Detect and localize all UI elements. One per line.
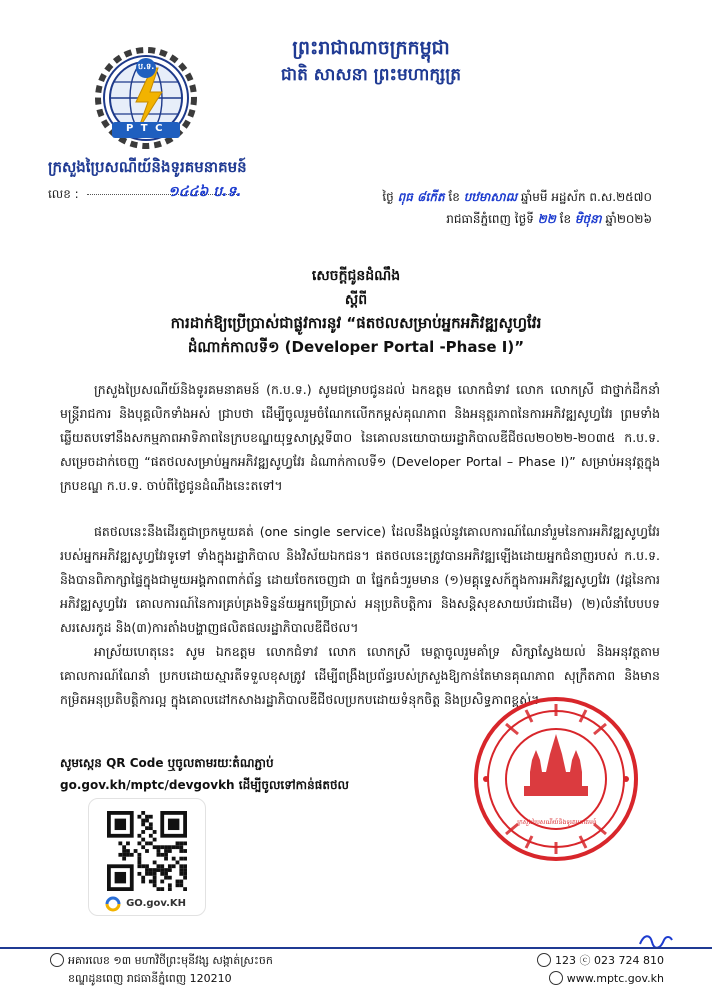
lunar-day: ពុធ ៨កើត — [397, 190, 445, 204]
official-seal-icon — [466, 694, 646, 864]
kingdom-title: ព្រះរាជាណាចក្រកម្ពុជា — [292, 37, 450, 59]
day-number: ២២ — [537, 212, 556, 226]
footer-divider — [0, 947, 712, 949]
phone-icon — [537, 953, 551, 967]
notice-subject-label: ស្តីពី — [344, 292, 368, 308]
go-gov-kh-brand: GO.gov.KH — [126, 898, 187, 909]
place-date-prefix: រាជធានីភ្នំពេញ ថ្ងៃទី — [446, 212, 534, 226]
ministry-logo — [82, 40, 210, 158]
location-pin-icon — [50, 953, 64, 967]
date-prefix: ថ្ងៃ — [382, 190, 394, 204]
notice-subject-line2: ដំណាក់កាលទី១ (Developer Portal -Phase I)” — [187, 338, 525, 356]
ministry-name: ក្រសួងប្រៃសណីយ៍និងទូរគមនាគមន៍ — [48, 158, 247, 176]
qr-instruction-line1: សូមស្កេន QR Code ឬចូលតាមរយៈតំណភ្ជាប់ — [60, 756, 274, 770]
solar-date-line — [382, 208, 652, 230]
footer-address — [50, 952, 273, 988]
month-word: ខែ — [559, 212, 572, 226]
reference-row — [48, 186, 268, 204]
lunar-date-line — [382, 186, 652, 208]
reference-number: ១៤៤៦ ប.ទ. — [168, 184, 242, 200]
notice-subject-line1: ការដាក់ឱ្យប្រើប្រាស់ជាផ្លូវការនូវ “ផតថលសម្រាប់អ្នកអភិវឌ្ឍសូហ្វវែរ — [170, 314, 542, 332]
qr-instruction-line2: go.gov.kh/mptc/devgovkh ដើម្បីចូលទៅកាន់ផតថល — [60, 778, 349, 792]
national-motto: ជាតិ សាសនា ព្រះមហាក្សត្រ — [280, 65, 462, 85]
reference-label: លេខ : — [48, 187, 79, 201]
body-paragraph-2: ផតថលនេះនឹងដើរតួជាច្រកមួយគត់ (one single service) ដែលនឹងផ្តល់នូវគោលការណ៍ណែនាំរួមនៃការអភិវឌ្ឍសូហ្វវែររបស់អ្នកអភិវឌ្ឍសូហ្វវែរទូទៅ ទាំងក្នុងរដ្ឋាភិបាល និងវិស័យឯកជន។ ផតថលនេះត្រូវបានអភិវឌ្ឍឡើងដោយអ្នកជំនាញរបស់ ក.ប.ទ. និងបានពិភាក្សាផ្ទៃក្នុងជាមួយអង្គភាពពាក់ព័ន្ធ ដោយចែកចេញជា ៣ ផ្នែកធំៗរួមមាន (១)មគ្គុទ្ទេសក៍ក្នុងការអភិវឌ្ឍសូហ្វវែរ (វដ្តនៃការអភិវឌ្ឍសូហ្វវែរ គោលការណ៍នៃការគ្រប់គ្រងទិន្នន័យអ្នកប្រើប្រាស់ អនុប្រតិបត្តិការ និងសន្តិសុខសាយប័រជាដើម) (២)លំនាំបែបបទសរសេរកូដ និង(៣)ការតាំងបង្ហាញផលិតផលរដ្ឋាភិបាលឌីជីថល។ — [60, 524, 660, 635]
notice-title: សេចក្តីជូនដំណឹង — [311, 268, 401, 284]
go-gov-kh-logo — [105, 893, 189, 909]
date-block — [382, 186, 652, 230]
signature-mark-icon — [636, 930, 676, 954]
lunar-month: បឋមាសាឍ — [463, 190, 518, 204]
address-line2: ខណ្ឌដូនពេញ រាជធានីភ្នំពេញ 120210 — [68, 972, 232, 985]
qr-instructions — [60, 752, 349, 796]
qr-code-icon — [107, 811, 187, 891]
body-paragraph-1: ក្រសួងប្រៃសណីយ៍និងទូរគមនាគមន៍ (ក.ប.ទ.) សូមជម្រាបជូនដល់ ឯកឧត្តម លោកជំទាវ លោក លោកស្រី ជាថ្នាក់ដឹកនាំ មន្ត្រីរាជការ និងបុគ្គលិកទាំងអស់ ជ្រាបថា ដើម្បីចូលរួមចំណែកលើកកម្ពស់គុណភាព និងអនុត្តរភាពនៃការអភិវឌ្ឍសូហ្វវែរ ព្រមទាំងឆ្លើយតបទៅនឹងសកម្មភាពអាទិភាពនៃក្របខណ្ឌយុទ្ធសាស្ត្រទី៣០ នៃគោលនយោបាយរដ្ឋាភិបាលឌីជីថល២០២២-២០៣៥ ក.ប.ទ. សម្រេចដាក់ចេញ “ផតថលសម្រាប់អ្នកអភិវឌ្ឍសូហ្វវែរ ដំណាក់កាលទី១ (Developer Portal – Phase I)” សម្រាប់អនុវត្តក្នុងក្របខណ្ឌ ក.ប.ទ. ចាប់ពីថ្ងៃជូនដំណឹងនេះតទៅ។ — [60, 382, 660, 493]
logo-bottom-text: P T C — [126, 123, 165, 134]
address-line1: អគារលេខ ១៣ មហាវិថីព្រះមុនីវង្ស សង្កាត់ស្រះចក — [68, 954, 273, 967]
footer-contacts — [537, 952, 664, 988]
year: ឆ្នាំ២០២៦ — [605, 212, 652, 226]
seal-text: ក្រសួងប្រៃសណីយ៍និងទូរគមនាគមន៍ — [517, 819, 597, 826]
month-name: មិថុនា — [574, 212, 602, 226]
globe-icon — [549, 971, 563, 985]
footer-website[interactable]: www.mptc.gov.kh — [566, 972, 664, 985]
logo-top-text: ប.ទ. — [138, 62, 155, 71]
month-label: ខែ — [448, 190, 460, 204]
body-paragraph-3: អាស្រ័យហេតុនេះ សូម ឯកឧត្តម លោកជំទាវ លោក លោកស្រី មេត្តាចូលរួមគាំទ្រ សិក្សាស្វែងយល់ និងអនុវត្តតាមគោលការណ៍ណែនាំ ប្រកបដោយស្មារតីទទួលខុសត្រូវ ដើម្បីពង្រឹងប្រព័ន្ធរបស់ក្រសួងឱ្យកាន់តែមានគុណភាព សុក្រឹតភាព និងមានកម្រិតអនុប្រតិបត្តិការល្អ ក្នុងគោលដៅកសាងរដ្ឋាភិបាលឌីជីថលប្រកបដោយទំនុកចិត្ត និងប្រសិទ្ធភាពខ្ពស់។ — [60, 644, 660, 707]
qr-code-card[interactable] — [88, 798, 206, 916]
buddhist-year: ឆ្នាំមមី អដ្ឋស័ក ព.ស.២៥៧០ — [520, 190, 652, 204]
footer-phone: 123 ⓒ 023 724 810 — [555, 954, 664, 967]
